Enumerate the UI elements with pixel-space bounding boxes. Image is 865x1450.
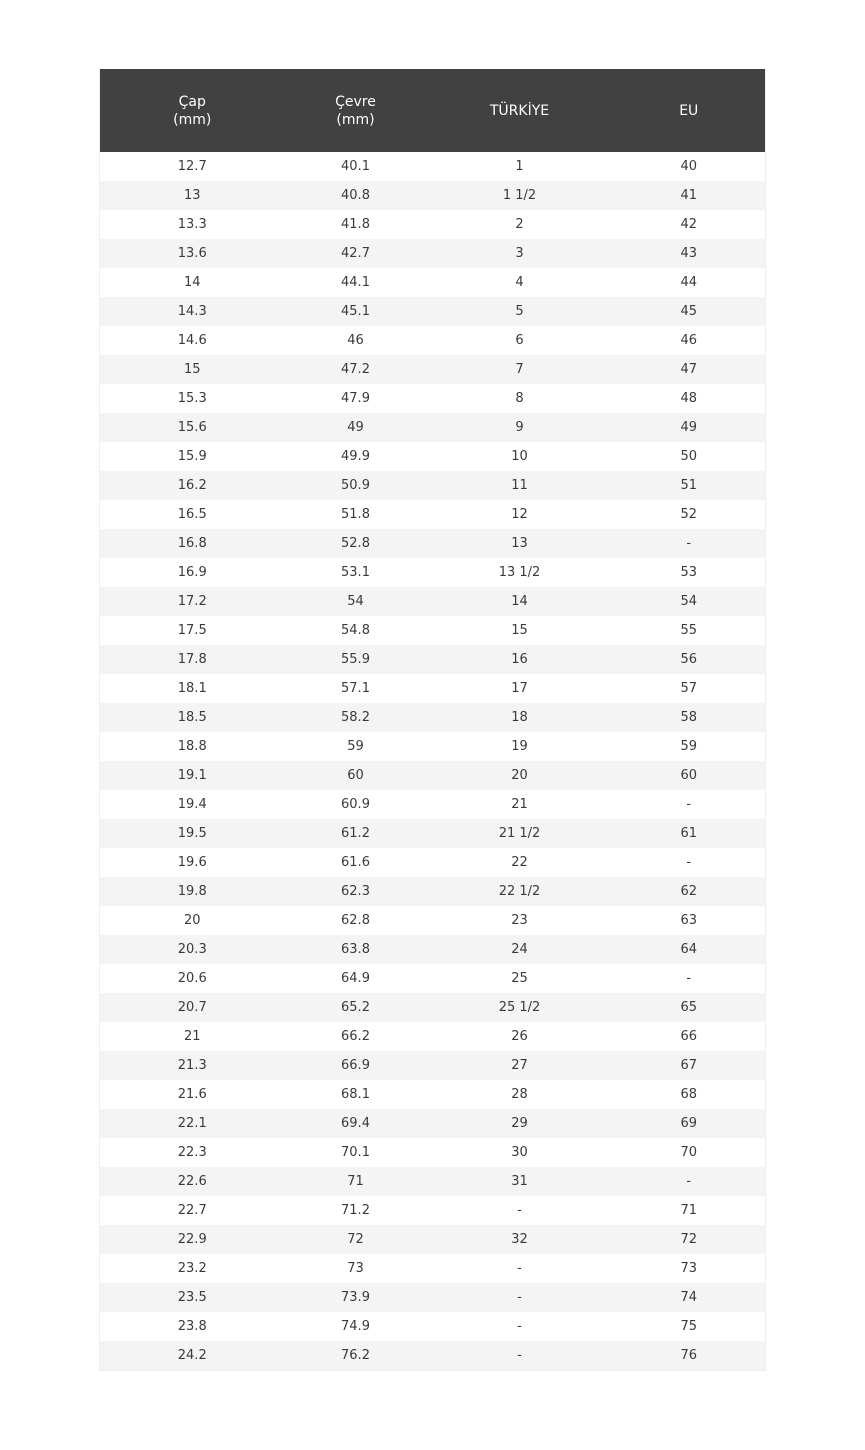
header-circumference-unit: (mm) [336, 111, 375, 128]
circumference-cell: 70.1 [341, 1145, 370, 1160]
diameter-cell: 13 [183, 188, 201, 203]
table-row [100, 1341, 766, 1370]
eu-size-cell: 70 [680, 1145, 698, 1160]
table-row [100, 761, 766, 790]
circumference-cell: 50.9 [341, 478, 370, 493]
circumference-cell: 66.9 [341, 1058, 370, 1073]
diameter-cell: 22.9 [177, 1232, 207, 1247]
eu-size-cell: 58 [680, 710, 698, 725]
eu-size-cell: 75 [680, 1319, 698, 1334]
eu-size-cell: 61 [680, 826, 698, 841]
diameter-cell: 19.8 [177, 884, 207, 899]
turkey-size-cell: 15 [511, 623, 528, 638]
table-row [100, 210, 766, 239]
table-row [100, 297, 766, 326]
eu-size-cell: 64 [680, 942, 698, 957]
eu-size-cell: - [686, 1174, 692, 1189]
turkey-size-cell: 8 [515, 391, 524, 406]
diameter-cell: 22.6 [177, 1174, 207, 1189]
diameter-cell: 23.2 [177, 1261, 207, 1276]
diameter-cell: 21.3 [177, 1058, 207, 1073]
table-row [100, 384, 766, 413]
diameter-cell: 18.5 [177, 710, 207, 725]
circumference-cell: 73.9 [341, 1290, 370, 1305]
turkey-size-cell: 4 [515, 275, 524, 290]
diameter-cell: 14.6 [177, 333, 207, 348]
circumference-cell: 64.9 [341, 971, 370, 986]
circumference-cell: 74.9 [341, 1319, 370, 1334]
table-row [100, 181, 766, 210]
turkey-size-cell: 22 [511, 855, 528, 870]
circumference-cell: 60 [347, 768, 364, 783]
header-circumference-label: Çevre [335, 93, 376, 110]
turkey-size-cell: 24 [511, 942, 528, 957]
eu-size-cell: 51 [680, 478, 698, 493]
table-row [100, 152, 766, 181]
turkey-size-cell: 1 1/2 [502, 188, 537, 203]
table-row [100, 819, 766, 848]
eu-size-cell: 56 [680, 652, 698, 667]
eu-size-cell: 74 [680, 1290, 698, 1305]
eu-size-cell: 72 [680, 1232, 698, 1247]
circumference-cell: 59 [347, 739, 364, 754]
diameter-cell: 17.2 [177, 594, 207, 609]
circumference-cell: 53.1 [341, 565, 370, 580]
circumference-cell: 54 [347, 594, 364, 609]
circumference-cell: 49 [347, 420, 364, 435]
turkey-size-cell: - [517, 1261, 522, 1276]
table-row [100, 1051, 766, 1080]
turkey-size-cell: 31 [511, 1174, 528, 1189]
table-row [100, 1283, 766, 1312]
circumference-cell: 60.9 [341, 797, 370, 812]
table-row [100, 1022, 766, 1051]
eu-size-cell: 49 [680, 420, 698, 435]
circumference-cell: 71 [347, 1174, 364, 1189]
table-row [100, 355, 766, 384]
circumference-cell: 58.2 [341, 710, 370, 725]
circumference-cell: 71.2 [341, 1203, 370, 1218]
turkey-size-cell: 2 [515, 217, 524, 232]
table-row [100, 993, 766, 1022]
diameter-cell: 17.5 [177, 623, 207, 638]
turkey-size-cell: 25 1/2 [498, 1000, 541, 1015]
eu-size-cell: 57 [680, 681, 698, 696]
diameter-cell: 15.6 [177, 420, 207, 435]
eu-size-cell: 43 [680, 246, 698, 261]
turkey-size-cell: 21 [511, 797, 528, 812]
circumference-cell: 40.8 [341, 188, 370, 203]
turkey-size-cell: - [517, 1347, 522, 1363]
circumference-cell: 68.1 [341, 1087, 370, 1102]
header-turkey [427, 69, 613, 152]
table-row [100, 1225, 766, 1254]
diameter-cell: 21.6 [177, 1087, 207, 1102]
diameter-cell: 20.6 [177, 971, 207, 986]
turkey-size-cell: 9 [515, 420, 524, 435]
diameter-cell: 20.7 [177, 1000, 207, 1015]
diameter-cell: 19.1 [177, 768, 207, 783]
turkey-size-cell: 21 1/2 [498, 826, 541, 841]
eu-size-cell: 50 [680, 449, 698, 464]
header-row [100, 69, 766, 152]
circumference-cell: 57.1 [341, 681, 370, 696]
circumference-cell: 66.2 [341, 1029, 370, 1044]
table-header [100, 69, 766, 152]
circumference-cell: 54.8 [341, 623, 370, 638]
circumference-cell: 69.4 [341, 1116, 370, 1131]
table-row [100, 1109, 766, 1138]
turkey-size-cell: 16 [511, 652, 528, 667]
turkey-size-cell: 13 1/2 [498, 565, 541, 580]
ring-size-table [99, 69, 766, 1371]
table-row [100, 645, 766, 674]
diameter-cell: 14.3 [177, 304, 207, 319]
eu-size-cell: 41 [680, 188, 698, 203]
eu-size-cell: 60 [680, 768, 698, 783]
header-diameter [100, 69, 285, 152]
eu-size-cell: 55 [680, 623, 698, 638]
table-row [100, 616, 766, 645]
header-eu [613, 69, 766, 152]
table-row [100, 442, 766, 471]
table-row [100, 1167, 766, 1196]
circumference-cell: 40.1 [341, 159, 370, 174]
table-row [100, 732, 766, 761]
header-diameter-label: Çap [178, 93, 206, 110]
diameter-cell: 24.2 [177, 1347, 207, 1363]
eu-size-cell: - [686, 855, 692, 870]
table-row [100, 790, 766, 819]
diameter-cell: 12.7 [177, 159, 207, 174]
header-circumference [285, 69, 427, 152]
eu-size-cell: 62 [680, 884, 698, 899]
eu-size-cell: 66 [680, 1029, 698, 1044]
turkey-size-cell: 6 [515, 333, 524, 348]
diameter-cell: 18.8 [177, 739, 207, 754]
diameter-cell: 19.4 [177, 797, 207, 812]
table-row [100, 239, 766, 268]
turkey-size-cell: 28 [511, 1087, 528, 1102]
diameter-cell: 23.5 [177, 1290, 207, 1305]
diameter-cell: 17.8 [177, 652, 207, 667]
turkey-size-cell: 30 [511, 1145, 528, 1160]
turkey-size-cell: 29 [511, 1116, 528, 1131]
diameter-cell: 16.8 [177, 536, 207, 551]
turkey-size-cell: 12 [511, 507, 528, 522]
turkey-size-cell: - [517, 1203, 522, 1218]
circumference-cell: 46 [347, 333, 364, 348]
diameter-cell: 22.7 [177, 1203, 207, 1218]
table-row [100, 558, 766, 587]
turkey-size-cell: - [517, 1290, 522, 1305]
turkey-size-cell: 5 [515, 304, 524, 319]
circumference-cell: 52.8 [341, 536, 370, 551]
diameter-cell: 15 [183, 362, 201, 377]
eu-size-cell: 73 [680, 1261, 698, 1276]
circumference-cell: 62.3 [341, 884, 370, 899]
eu-size-cell: 46 [680, 333, 698, 348]
table-row [100, 268, 766, 297]
eu-size-cell: 59 [680, 739, 698, 754]
turkey-size-cell: - [517, 1319, 522, 1334]
diameter-cell: 16.5 [177, 507, 207, 522]
turkey-size-cell: 3 [515, 246, 524, 261]
diameter-cell: 22.3 [177, 1145, 207, 1160]
eu-size-cell: 54 [680, 594, 698, 609]
diameter-cell: 20.3 [177, 942, 207, 957]
table-row [100, 674, 766, 703]
turkey-size-cell: 19 [511, 739, 528, 754]
eu-size-cell: 67 [680, 1058, 698, 1073]
diameter-cell: 16.9 [177, 565, 207, 580]
diameter-cell: 13.6 [177, 246, 207, 261]
circumference-cell: 49.9 [341, 449, 370, 464]
circumference-cell: 73 [347, 1261, 364, 1276]
eu-size-cell: 69 [680, 1116, 698, 1131]
diameter-cell: 23.8 [177, 1319, 207, 1334]
table-row [100, 906, 766, 935]
turkey-size-cell: 7 [515, 362, 524, 377]
eu-size-cell: 63 [680, 913, 698, 928]
circumference-cell: 55.9 [341, 652, 370, 667]
diameter-cell: 20 [183, 913, 201, 928]
diameter-cell: 15.9 [177, 449, 207, 464]
table-row [100, 703, 766, 732]
eu-size-cell: 65 [680, 1000, 698, 1015]
table-row [100, 1254, 766, 1283]
circumference-cell: 42.7 [341, 246, 370, 261]
table-row [100, 529, 766, 558]
table-row [100, 848, 766, 877]
turkey-size-cell: 22 1/2 [498, 884, 541, 899]
diameter-cell: 13.3 [177, 217, 207, 232]
turkey-size-cell: 10 [511, 449, 528, 464]
turkey-size-cell: 11 [511, 478, 528, 493]
diameter-cell: 19.6 [177, 855, 207, 870]
eu-size-cell: 42 [680, 217, 698, 232]
diameter-cell: 19.5 [177, 826, 207, 841]
header-turkey-label: TÜRKİYE [489, 102, 550, 119]
circumference-cell: 63.8 [341, 942, 370, 957]
table-row [100, 500, 766, 529]
eu-size-cell: 40 [680, 159, 698, 174]
diameter-cell: 15.3 [177, 391, 207, 406]
turkey-size-cell: 13 [511, 536, 528, 551]
eu-size-cell: 53 [680, 565, 698, 580]
table-row [100, 964, 766, 993]
circumference-cell: 62.8 [341, 913, 370, 928]
turkey-size-cell: 20 [511, 768, 528, 783]
diameter-cell: 21 [183, 1029, 201, 1044]
turkey-size-cell: 23 [511, 913, 528, 928]
turkey-size-cell: 27 [511, 1058, 528, 1073]
header-diameter-unit: (mm) [173, 111, 212, 128]
turkey-size-cell: 26 [511, 1029, 528, 1044]
diameter-cell: 22.1 [177, 1116, 207, 1131]
table-row [100, 587, 766, 616]
eu-size-cell: 47 [680, 362, 698, 377]
table-row [100, 326, 766, 355]
table-row [100, 1196, 766, 1225]
table-row [100, 1138, 766, 1167]
eu-size-cell: 71 [680, 1203, 698, 1218]
circumference-cell: 47.2 [341, 362, 370, 377]
diameter-cell: 14 [183, 275, 201, 290]
turkey-size-cell: 32 [511, 1232, 528, 1247]
circumference-cell: 61.2 [341, 826, 370, 841]
eu-size-cell: - [686, 536, 692, 551]
table-row [100, 471, 766, 500]
circumference-cell: 41.8 [341, 217, 370, 232]
turkey-size-cell: 1 [515, 159, 524, 174]
table-row [100, 877, 766, 906]
diameter-cell: 18.1 [177, 681, 207, 696]
eu-size-cell: 48 [680, 391, 698, 406]
table-row [100, 413, 766, 442]
eu-size-cell: - [686, 797, 692, 812]
eu-size-cell: 68 [680, 1087, 698, 1102]
eu-size-cell: 76 [680, 1347, 698, 1363]
diameter-cell: 16.2 [177, 478, 207, 493]
circumference-cell: 51.8 [341, 507, 370, 522]
table-body [100, 152, 766, 1370]
header-eu-label: EU [679, 102, 699, 119]
circumference-cell: 47.9 [341, 391, 370, 406]
turkey-size-cell: 14 [511, 594, 528, 609]
eu-size-cell: 45 [680, 304, 698, 319]
eu-size-cell: - [686, 971, 692, 986]
table-row [100, 1080, 766, 1109]
circumference-cell: 65.2 [341, 1000, 370, 1015]
circumference-cell: 44.1 [341, 275, 370, 290]
eu-size-cell: 44 [680, 275, 698, 290]
circumference-cell: 61.6 [341, 855, 370, 870]
circumference-cell: 76.2 [341, 1347, 370, 1363]
turkey-size-cell: 25 [511, 971, 528, 986]
circumference-cell: 45.1 [341, 304, 370, 319]
turkey-size-cell: 18 [511, 710, 528, 725]
table-row [100, 1312, 766, 1341]
table-row [100, 935, 766, 964]
circumference-cell: 72 [347, 1232, 364, 1247]
eu-size-cell: 52 [680, 507, 698, 522]
turkey-size-cell: 17 [511, 681, 528, 696]
